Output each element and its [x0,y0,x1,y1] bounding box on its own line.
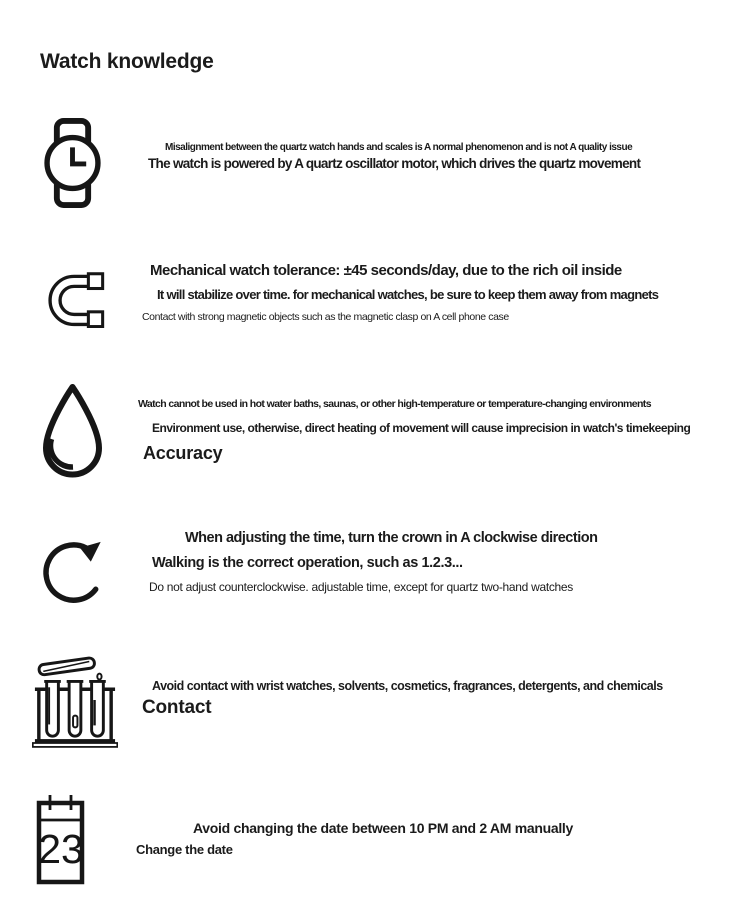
change-the-date-heading: Change the date [136,842,233,857]
calendar-icon [36,793,85,885]
environment-use-text: Environment use, otherwise, direct heating of movement will cause imprecision in watch's timekeeping [152,421,691,435]
tolerance-headline: Mechanical watch tolerance: ±45 seconds/day, due to the rich oil inside [150,262,622,279]
accuracy-heading: Accuracy [143,443,223,463]
calendar-day-number: 23 [38,826,84,872]
quartz-movement-text: The watch is powered by A quartz oscillator motor, which drives the quartz movement [148,156,641,171]
page-title: Watch knowledge [40,50,214,74]
walking-operation-text: Walking is the correct operation, such as 1.2.3... [152,555,463,571]
contact-heading: Contact [142,697,212,718]
hot-water-warning-note: Watch cannot be used in hot water baths, saunas, or other high-temperature or temperature-changing environments [138,398,651,410]
crown-clockwise-headline: When adjusting the time, turn the crown in A clockwise direction [185,530,598,546]
magnet-contact-note: Contact with strong magnetic objects such as the magnetic clasp on A cell phone case [142,311,509,323]
counterclockwise-warning-note: Do not adjust counterclockwise. adjustable time, except for quartz two-hand watches [149,580,573,594]
clockwise-arrow-icon [39,529,111,608]
quartz-misalignment-note: Misalignment between the quartz watch hands and scales is A normal phenomenon and is not A quality issue [165,142,633,153]
test-tubes-icon [32,651,118,749]
avoid-chemicals-text: Avoid contact with wrist watches, solvents, cosmetics, fragrances, detergents, and chemicals [152,679,663,693]
water-drop-icon [37,382,108,483]
magnet-icon [45,269,107,328]
wristwatch-icon [44,117,101,209]
date-change-warning-headline: Avoid changing the date between 10 PM and 2 AM manually [193,820,573,836]
magnet-warning-text: It will stabilize over time. for mechanical watches, be sure to keep them away from magnets [157,287,659,302]
